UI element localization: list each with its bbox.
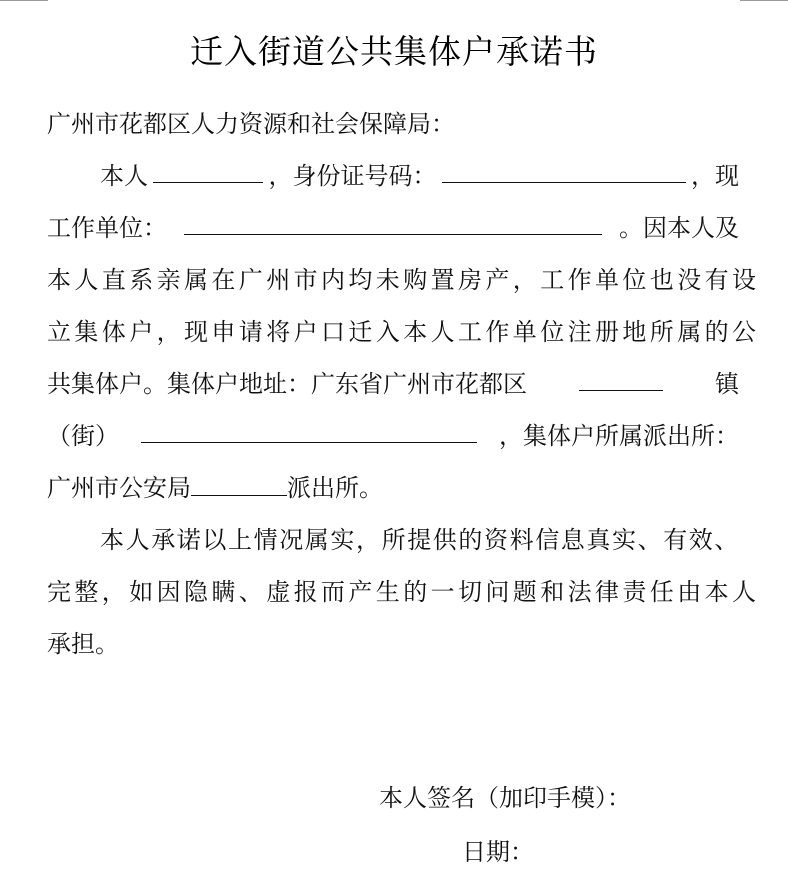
police-station-label: ，集体户所属派出所： (499, 422, 739, 450)
id-number-label: ，身份证号码： (268, 162, 437, 190)
work-unit-blank[interactable] (184, 214, 602, 235)
paragraph-1-line-7 (47, 460, 739, 516)
current-label: ，现 (691, 162, 739, 190)
paragraph-1-text-3: 本人直系亲属在广州市内均未购置房产，工作单位也没有设 (47, 266, 760, 294)
paragraph-1-text-4: 立集体户，现申请将户口迁入本人工作单位注册地所属的公 (47, 318, 760, 346)
town-suffix: 镇 (715, 370, 739, 398)
police-bureau-label: 广州市公安局 (47, 474, 191, 502)
paragraph-1-line-1 (100, 148, 739, 204)
paragraph-2-line-1 (100, 512, 739, 568)
police-station-blank[interactable] (191, 475, 287, 496)
document-title: 迁入街道公共集体户承诺书 (190, 32, 598, 72)
name-blank[interactable] (153, 162, 263, 183)
signature-label: 本人签名（加印手模）： (379, 784, 631, 812)
page-corner-mark-left (0, 0, 48, 1)
street-prefix: （街） (47, 422, 119, 450)
paragraph-1-line-3 (47, 252, 760, 308)
police-station-suffix: 派出所。 (287, 474, 383, 502)
paragraph-2-line-3 (47, 616, 739, 672)
paragraph-2-line-2 (47, 564, 760, 620)
date-label: 日期： (462, 838, 534, 866)
addressee-line (47, 96, 739, 152)
town-blank[interactable] (579, 370, 663, 391)
addressee: 广州市花都区人力资源和社会保障局： (47, 110, 455, 138)
paragraph-2-text-1: 本人承诺以上情况属实，所提供的资料信息真实、有效、 (100, 526, 740, 554)
id-number-blank[interactable] (442, 162, 686, 183)
paragraph-1-line-5 (47, 356, 739, 412)
name-label: 本人 (100, 162, 148, 190)
page-corner-mark-right (740, 0, 788, 1)
collective-address-label: 共集体户。集体户地址：广东省广州市花都区 (47, 370, 527, 398)
paragraph-2-text-2: 完整，如因隐瞒、虚报而产生的一切问题和法律责任由本人 (47, 578, 760, 606)
paragraph-1-line-4 (47, 304, 760, 360)
work-unit-label: 工作单位： (47, 214, 167, 242)
paragraph-2-text-3: 承担。 (47, 630, 119, 658)
paragraph-1-line-6 (47, 408, 739, 464)
street-blank[interactable] (141, 422, 477, 443)
paragraph-1-line-2 (47, 200, 739, 256)
work-unit-tail: 。因本人及 (619, 214, 739, 242)
